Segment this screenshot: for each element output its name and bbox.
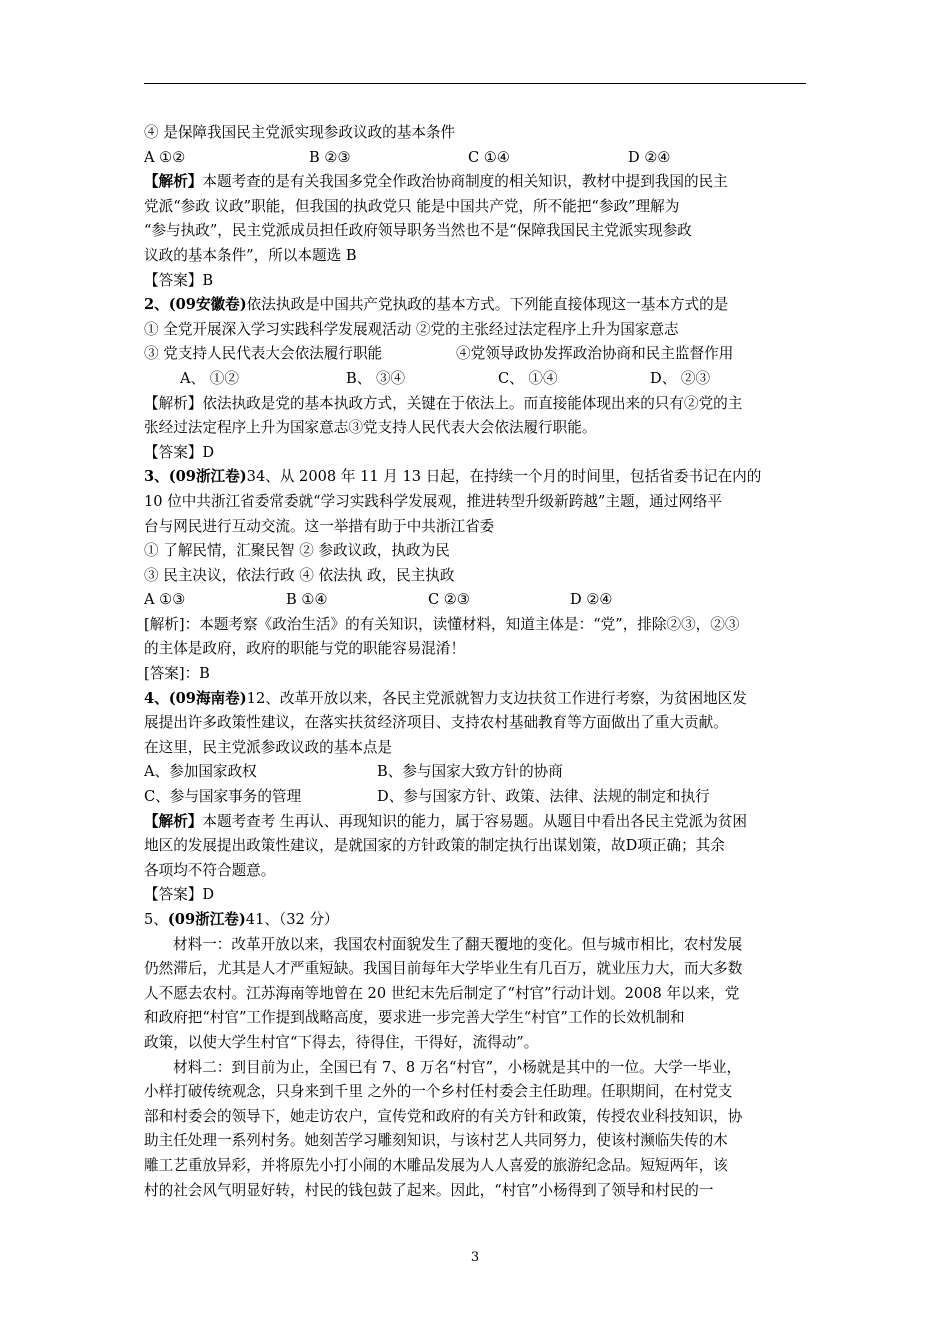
- q2-option-d: D、 ②③: [650, 369, 711, 387]
- q4-options-line: [144, 760, 806, 785]
- q3-option-d: D ②④: [570, 591, 613, 609]
- q3-source: (09浙江卷): [168, 468, 247, 486]
- q1-answer: 【答案】B: [144, 271, 214, 289]
- q5-material-1-line: 材料一：改革开放以来，我国农村面貌发生了翻天覆地的变化。但与城市相比，农村发展: [173, 935, 743, 953]
- q4-number: 4、: [144, 689, 169, 707]
- q4-analysis-line: 地区的发展提出政策性建议，是就国家的方针政策的制定执行出谋划策，故D项正确；其余: [144, 837, 725, 855]
- q3-stem: 34、从 2008 年 11 月 13 日起，在持续一个月的时间里，包括省委书记在内的: [246, 468, 762, 486]
- q4-analysis-line: 各项均不符合题意。: [144, 861, 276, 879]
- q4-option-a: A、参加国家政权: [144, 763, 257, 781]
- q5-stem: 41、（32 分）: [245, 911, 339, 928]
- q3-analysis-line: [解析]：本题考察《政治生活》的有关知识，读懂材料，知道主体是：“党”，排除②③，②③: [144, 615, 740, 633]
- q4-option-d: D、参与国家方针、政策、法律、法规的制定和执行: [377, 788, 710, 806]
- q4-stem-line: 在这里，民主党派参政议政的基本点是: [144, 738, 393, 756]
- document-body: [144, 121, 806, 1203]
- q3-option-b: B ①④: [286, 591, 328, 609]
- q3-option-c: C ②③: [428, 591, 470, 609]
- q5-material-1-line: 人不愿去农村。江苏海南等地曾在 20 世纪末先后制定了“村官”行动计划。2008 年以来，党: [144, 984, 740, 1002]
- q2-statement-4: ④党领导政协发挥政治协商和民主监督作用: [456, 345, 734, 363]
- q1-analysis-line: 党派“参政 议政”职能，但我国的执政党只 能是中国共产党，所不能把“参政”理解为: [144, 197, 680, 215]
- q2-source: (09安徽卷): [168, 296, 247, 314]
- q5-number: 5、: [144, 911, 168, 928]
- header-rule: [144, 83, 806, 84]
- q3-stem-line: [144, 465, 806, 490]
- q2-number: 2、: [144, 296, 169, 314]
- q3-options: [144, 588, 806, 613]
- q4-stem: 12、改革开放以来，各民主党派就智力支边扶贫工作进行考察，为贫困地区发: [246, 689, 747, 707]
- q4-stem-line: [144, 687, 806, 712]
- q1-analysis-line: [144, 170, 806, 195]
- q3-statements-line: ③ 民主决议，依法行政 ④ 依法执 政，民主执政: [144, 566, 455, 584]
- q2-options: [144, 367, 806, 392]
- q4-analysis-line: [144, 810, 806, 835]
- q4-answer: 【答案】D: [144, 886, 215, 904]
- q1-analysis-text: 本题考查的是有关我国多党全作政治协商制度的相关知识，教材中提到我国的民主: [202, 173, 728, 191]
- q2-analysis-line: 张经过法定程序上升为国家意志③党支持人民代表大会依法履行职能。: [144, 419, 597, 437]
- q1-option-d: D ②④: [628, 148, 671, 166]
- q4-option-c: C、参与国家事务的管理: [144, 788, 302, 806]
- q3-number: 3、: [144, 468, 169, 486]
- q3-analysis-line: 的主体是政府，政府的职能与党的职能容易混淆！: [144, 640, 466, 658]
- q1-analysis-line: 议政的基本条件”，所以本题选 B: [144, 246, 357, 264]
- q5-material-2-line: 材料二：到目前为止，全国已有 7、8 万名“村官”，小杨就是其中的一位。大学一毕业，: [173, 1058, 742, 1076]
- q3-statements-line: ① 了解民情，汇聚民智 ② 参政议政，执政为民: [144, 542, 450, 560]
- q5-material-1-line: 政策，以使大学生村官“下得去，待得住，干得好，流得动”。: [144, 1033, 539, 1051]
- q4-option-b: B、参与国家大致方针的协商: [377, 763, 563, 781]
- q1-options: [144, 146, 806, 171]
- q2-statements-line: ① 全党开展深入学习实践科学发展观活动 ②党的主张经过法定程序上升为国家意志: [144, 320, 679, 338]
- q4-source: (09海南卷): [168, 689, 247, 707]
- q1-statement-4: ④ 是保障我国民主党派实现参政议政的基本条件: [144, 124, 456, 141]
- q5-material-2-line: 助主任处理一系列村务。她刻苦学习雕刻知识，与该村艺人共同努力，使该村濒临失传的木: [144, 1132, 728, 1150]
- q5-material-1-line: 仍然滞后，尤其是人才严重短缺。我国目前每年大学毕业生有几百万，就业压力大，而大多数: [144, 960, 743, 978]
- q3-stem-line: 台与网民进行互动交流。这一举措有助于中共浙江省委: [144, 517, 495, 535]
- q1-option-b: B ②③: [309, 148, 351, 166]
- q1-option-a: A ①②: [144, 148, 186, 166]
- q4-analysis-tag: 【解析】: [144, 812, 203, 830]
- q3-option-a: A ①③: [144, 591, 186, 609]
- q4-analysis-text: 本题考查考 生再认、再现知识的能力，属于容易题。从题目中看出各民主党派为贫困: [202, 812, 748, 830]
- q2-answer: 【答案】D: [144, 443, 215, 461]
- q3-stem-line: 10 位中共浙江省委常委就“学习实践科学发展观，推进转型升级新跨越”主题，通过网络平: [144, 492, 723, 510]
- q3-answer: [答案]：B: [144, 665, 210, 683]
- q4-options-line: [144, 785, 806, 810]
- q1-analysis-line: “参与执政”，民主党派成员担任政府领导职务当然也不是“保障我国民主党派实现参政: [144, 222, 692, 240]
- q2-option-b: B、 ③④: [346, 369, 406, 387]
- q5-source: (09浙江卷): [167, 911, 246, 928]
- q2-option-a: A、 ①②: [180, 369, 239, 387]
- q5-material-1-line: 和政府把“村官”工作提到战略高度，要求进一步完善大学生“村官”工作的长效机制和: [144, 1009, 685, 1027]
- q2-stem: 依法执政是中国共产党执政的基本方式。下列能直接体现这一基本方式的是: [246, 296, 729, 314]
- q1-analysis-tag: 【解析】: [144, 173, 203, 191]
- q5-stem-line: [144, 908, 806, 933]
- q5-material-2-line: 部和村委会的领导下，她走访农户，宣传党和政府的有关方针和政策，传授农业科技知识，协: [144, 1107, 743, 1125]
- q2-analysis-line: 【解析】依法执政是党的基本执政方式，关键在于依法上。而直接能体现出来的只有②党的主: [144, 394, 743, 412]
- q2-stem-line: [144, 293, 806, 318]
- q2-statement-3: ③ 党支持人民代表大会依法履行职能: [144, 345, 383, 363]
- q4-stem-line: 展提出许多政策性建议，在落实扶贫经济项目、支持农村基础教育等方面做出了重大贡献。: [144, 714, 728, 732]
- page-number: 3: [470, 1250, 480, 1265]
- q2-option-c: C、 ①④: [498, 369, 558, 387]
- q1-option-c: C ①④: [468, 148, 510, 166]
- q5-material-2-line: 雕工艺重放异彩，并将原先小打小闹的木雕品发展为人人喜爱的旅游纪念品。短短两年，该: [144, 1156, 728, 1174]
- q5-material-2-line: 村的社会风气明显好转，村民的钱包鼓了起来。因此，“村官”小杨得到了领导和村民的一: [144, 1181, 714, 1199]
- q5-material-2-line: 小样打破传统观念，只身来到千里 之外的一个乡村任村委会主任助理。任职期间，在村党支: [144, 1083, 733, 1101]
- q2-statements-line: [144, 342, 806, 367]
